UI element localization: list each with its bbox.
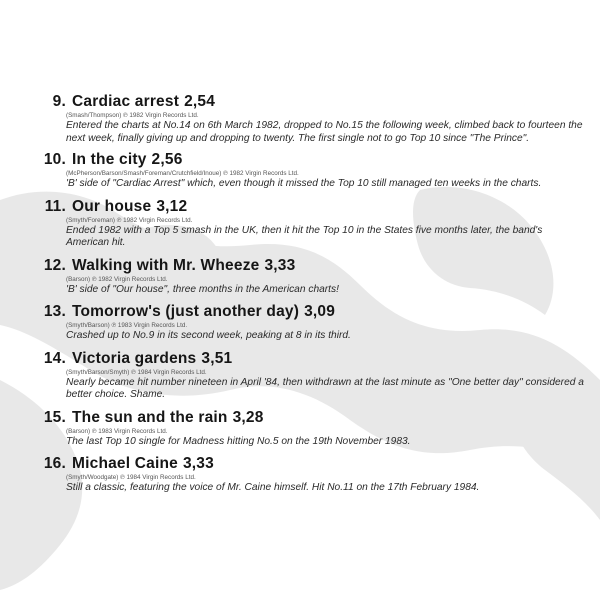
track-number: 10. xyxy=(43,151,66,168)
track-number: 14. xyxy=(43,349,66,367)
track-note: 'B' side of "Our house", three months in the American charts! xyxy=(66,283,339,295)
track-credit: (Barson) ℗ 1982 Virgin Records Ltd. xyxy=(66,275,168,283)
track-note: Nearly became hit number nineteen in April '84, then withdrawn at the last minute as "One better day" considered a better choice. Shame. xyxy=(66,376,584,400)
track-note: The last Top 10 single for Madness hitting No.5 on the 19th November 1983. xyxy=(66,435,411,447)
track-credit: (Smyth/Foreman) ℗ 1982 Virgin Records Ltd. xyxy=(66,216,193,224)
track-title: Victoria gardens xyxy=(72,349,197,367)
track-13 xyxy=(36,302,586,343)
track-note: Crashed up to No.9 in its second week, peaking at 8 in its third. xyxy=(66,330,351,341)
track-number: 9. xyxy=(52,93,66,110)
track-heading xyxy=(36,302,586,321)
track-note: 'B' side of "Cardiac Arrest" which, even though it missed the Top 10 still managed ten weeks in the charts. xyxy=(66,178,542,189)
track-number: 11. xyxy=(44,197,66,215)
track-number: 12. xyxy=(43,256,66,274)
track-heading xyxy=(36,197,586,216)
track-heading xyxy=(36,454,586,473)
track-heading xyxy=(36,408,586,427)
track-10 xyxy=(36,150,586,191)
track-title: The sun and the rain xyxy=(72,408,228,426)
track-title: Walking with Mr. Wheeze xyxy=(72,256,260,274)
track-title: In the city xyxy=(72,151,147,168)
track-11 xyxy=(36,197,586,250)
track-credit: (Smyth/Barson) ℗ 1983 Virgin Records Ltd. xyxy=(66,322,188,329)
track-credit: (Smyth/Woodgate) ℗ 1984 Virgin Records Ltd. xyxy=(66,474,196,481)
track-heading xyxy=(36,349,586,368)
track-duration: 3,33 xyxy=(182,455,214,472)
track-number: 13. xyxy=(43,303,66,320)
track-number: 15. xyxy=(43,408,66,426)
track-duration: 3,28 xyxy=(232,408,264,426)
track-duration: 3,33 xyxy=(264,256,296,274)
track-heading xyxy=(36,92,586,111)
track-duration: 3,09 xyxy=(304,303,336,320)
track-number: 16. xyxy=(43,455,66,472)
track-title: Tomorrow's (just another day) xyxy=(72,303,300,320)
track-16 xyxy=(36,454,586,495)
track-list xyxy=(36,92,586,495)
track-credit: (Smyth/Barson/Smyth) ℗ 1984 Virgin Records Ltd. xyxy=(66,368,207,376)
track-15 xyxy=(36,408,586,449)
track-note: Entered the charts at No.14 on 6th March 1982, dropped to No.15 the following week, climbed back to fourteen the next week, finally giving up and dropping to twenty. The first single not to go Top 10 since "The Prince". xyxy=(66,120,583,144)
track-heading xyxy=(36,256,586,275)
track-duration: 3,12 xyxy=(156,197,188,215)
track-credit: (McPherson/Barson/Smash/Foreman/Crutchfield/Inoue) ℗ 1982 Virgin Records Ltd. xyxy=(66,170,299,177)
track-note: Ended 1982 with a Top 5 smash in the UK, then it hit the Top 10 in the States five months later, the band's American hit. xyxy=(66,224,543,248)
track-duration: 2,54 xyxy=(184,93,216,110)
track-credit: (Barson) ℗ 1983 Virgin Records Ltd. xyxy=(66,427,168,435)
track-note: Still a classic, featuring the voice of Mr. Caine himself. Hit No.11 on the 17th February 1984. xyxy=(66,482,480,493)
track-title: Our house xyxy=(72,197,152,215)
track-title: Michael Caine xyxy=(72,455,178,472)
track-duration: 2,56 xyxy=(151,151,183,168)
track-title: Cardiac arrest xyxy=(72,93,180,110)
track-9 xyxy=(36,92,586,145)
track-heading xyxy=(36,150,586,169)
track-duration: 3,51 xyxy=(201,349,233,367)
track-credit: (Smash/Thompson) ℗ 1982 Virgin Records Ltd. xyxy=(66,112,199,119)
track-12 xyxy=(36,256,586,297)
track-14 xyxy=(36,349,586,402)
